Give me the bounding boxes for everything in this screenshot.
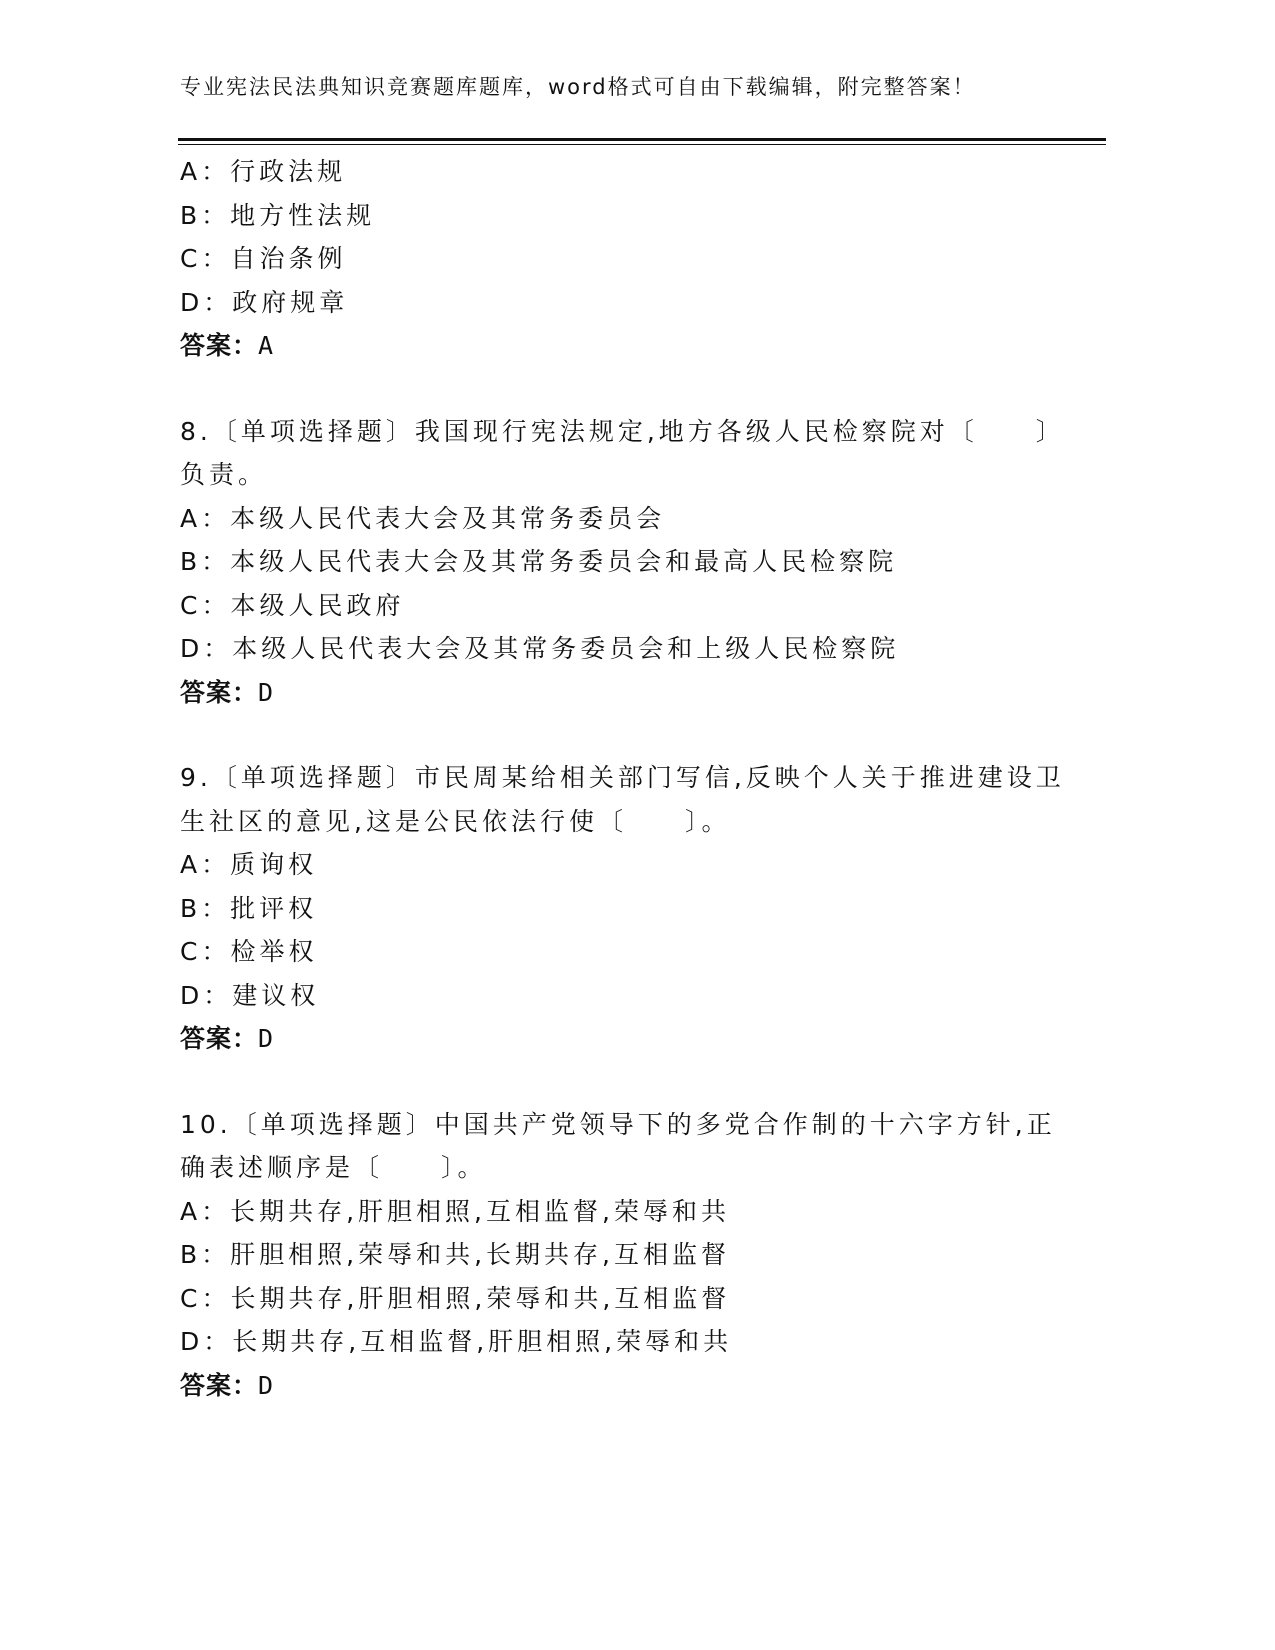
option-b: B：肝胆相照,荣辱和共,长期共存,互相监督 (180, 1240, 730, 1269)
answer-line (180, 671, 1040, 715)
page-header: 专业宪法民法典知识竞赛题库题库，word格式可自由下载编辑，附完整答案！ (180, 75, 976, 99)
answer-value: D (258, 1370, 275, 1400)
option-b: B：地方性法规 (180, 200, 376, 230)
option-b: B：本级人民代表大会及其常务委员会和最高人民检察院 (180, 547, 898, 576)
option-d: D：政府规章 (180, 287, 349, 317)
option-b: B：批评权 (180, 893, 318, 923)
question-9 (180, 756, 1065, 1061)
question-stem-line: 确表述顺序是〔 〕。 (180, 1153, 487, 1182)
question-stem-line: 8.〔单项选择题〕我国现行宪法规定,地方各级人民检察院对〔 〕 (180, 416, 1065, 446)
answer-label: 答案： (180, 1370, 259, 1400)
question-10 (180, 1103, 1056, 1408)
option-c: C：本级人民政府 (180, 590, 405, 620)
answer-label: 答案： (180, 1024, 259, 1053)
question-8 (180, 410, 1065, 715)
question-stem-line: 9.〔单项选择题〕市民周某给相关部门写信,反映个人关于推进建设卫 (180, 763, 1065, 792)
answer-line (180, 1017, 1040, 1061)
option-c: C：自治条例 (180, 244, 347, 273)
answer-value: A (258, 331, 275, 360)
answer-line (180, 1364, 1040, 1408)
header-rule-thick (178, 138, 1106, 141)
question-stem-line: 10.〔单项选择题〕中国共产党领导下的多党合作制的十六字方针,正 (180, 1109, 1056, 1139)
option-a: A：行政法规 (180, 157, 347, 186)
option-a: A：长期共存,肝胆相照,互相监督,荣辱和共 (180, 1196, 730, 1226)
question-stem-line: 生社区的意见,这是公民依法行使〔 〕。 (180, 806, 731, 836)
answer-value: D (258, 677, 275, 707)
option-d: D：长期共存,互相监督,肝胆相照,荣辱和共 (180, 1327, 733, 1356)
option-c: C：长期共存,肝胆相照,荣辱和共,互相监督 (180, 1283, 731, 1313)
question-7-fragment (180, 150, 1040, 368)
option-a: A：本级人民代表大会及其常务委员会 (180, 503, 666, 533)
answer-value: D (258, 1024, 275, 1053)
option-d: D：建议权 (180, 980, 320, 1010)
option-c: C：检举权 (180, 937, 318, 966)
question-stem-line: 负责。 (180, 460, 268, 489)
answer-line (180, 324, 1040, 368)
answer-label: 答案： (180, 677, 259, 707)
option-d: D：本级人民代表大会及其常务委员会和上级人民检察院 (180, 634, 900, 663)
header-rule-thin (178, 144, 1106, 145)
document-body (180, 150, 1065, 1407)
answer-label: 答案： (180, 331, 259, 360)
option-a: A：质询权 (180, 850, 318, 879)
